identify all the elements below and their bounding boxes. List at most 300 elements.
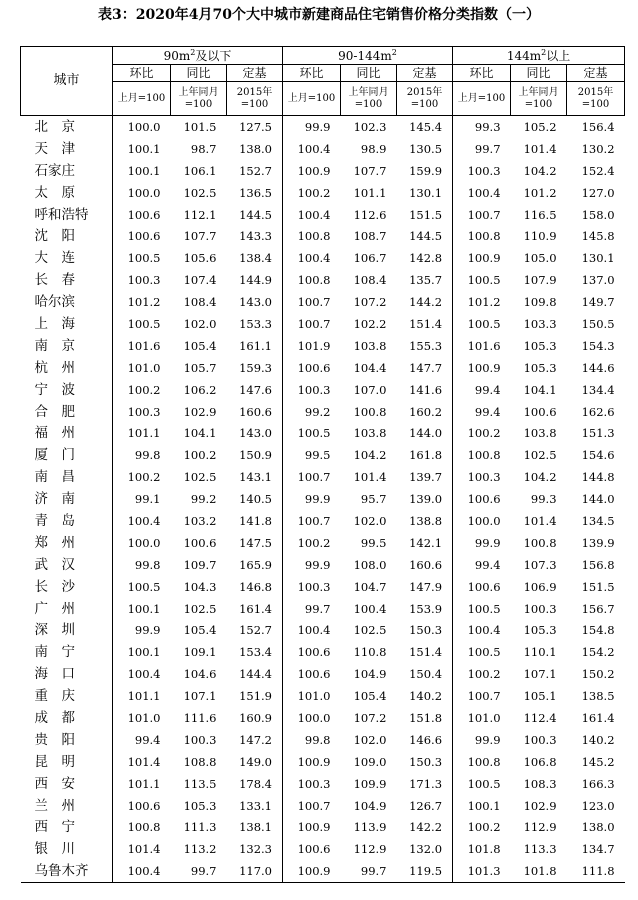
index-value: 138.0	[239, 141, 272, 156]
index-value: 100.2	[283, 532, 341, 554]
index-value: 152.7	[239, 163, 272, 178]
city-name: 广 州	[21, 598, 113, 620]
index-value: 100.1	[453, 795, 511, 817]
index-value: 153.3	[239, 316, 272, 331]
index-value: 100.3	[283, 576, 341, 598]
index-value: 108.0	[353, 557, 387, 572]
index-value: 178.4	[239, 776, 272, 791]
index-value: 112.6	[353, 207, 387, 222]
index-value: 144.6	[581, 360, 615, 375]
index-value: 100.5	[453, 773, 511, 795]
index-value: 160.9	[239, 710, 272, 725]
index-value: 104.6	[183, 667, 217, 682]
base-last-year: 上年同月=100	[511, 82, 567, 116]
index-value: 103.8	[353, 338, 387, 353]
index-value: 105.6	[183, 251, 217, 266]
index-value: 134.7	[581, 842, 615, 857]
index-value: 106.1	[183, 163, 217, 178]
index-value: 101.2	[453, 291, 511, 313]
index-value: 99.7	[341, 860, 397, 882]
index-value: 113.9	[353, 820, 387, 835]
table-row	[21, 422, 625, 444]
index-value: 140.5	[239, 492, 272, 507]
index-value: 100.1	[113, 598, 171, 620]
index-value: 100.8	[453, 751, 511, 773]
index-value: 100.5	[113, 313, 171, 335]
index-value: 139.9	[581, 535, 615, 550]
index-value: 127.0	[581, 185, 615, 200]
index-value: 101.0	[113, 357, 171, 379]
table-row	[21, 532, 625, 554]
index-value: 145.2	[581, 754, 615, 769]
index-value: 98.7	[190, 141, 217, 156]
index-value: 142.8	[409, 251, 443, 266]
city-name: 贵 阳	[21, 729, 113, 751]
table-row	[21, 269, 625, 291]
index-value: 99.5	[360, 535, 387, 550]
city-name: 南 昌	[21, 466, 113, 488]
index-value: 100.9	[453, 247, 511, 269]
index-value: 160.6	[239, 404, 272, 419]
index-value: 141.6	[409, 382, 443, 397]
index-value: 109.9	[353, 776, 387, 791]
city-name: 宁 波	[21, 379, 113, 401]
index-value: 143.0	[239, 426, 272, 441]
index-value: 156.8	[581, 557, 615, 572]
index-value: 109.7	[183, 557, 217, 572]
index-value: 100.5	[453, 269, 511, 291]
fixed-base-header: 定基	[567, 65, 625, 82]
index-value: 117.0	[227, 860, 283, 882]
index-value: 151.9	[239, 689, 272, 704]
city-name: 天 津	[21, 138, 113, 160]
mom-header: 环比	[283, 65, 341, 82]
index-value: 100.8	[453, 444, 511, 466]
table-row	[21, 204, 625, 226]
index-value: 100.2	[283, 182, 341, 204]
index-value: 107.1	[523, 667, 557, 682]
index-value: 105.3	[523, 338, 557, 353]
index-value: 139.7	[409, 470, 443, 485]
index-value: 103.8	[353, 426, 387, 441]
index-value: 150.3	[409, 754, 443, 769]
index-value: 100.3	[523, 732, 557, 747]
index-value: 100.2	[113, 466, 171, 488]
index-value: 126.7	[409, 798, 443, 813]
table-row	[21, 357, 625, 379]
table-row	[21, 598, 625, 620]
yoy-header: 同比	[171, 65, 227, 82]
table-row	[21, 466, 625, 488]
index-value: 100.1	[113, 160, 171, 182]
index-value: 103.8	[523, 426, 557, 441]
fixed-base-header: 定基	[227, 65, 283, 82]
city-name: 深 圳	[21, 619, 113, 641]
index-value: 109.8	[523, 295, 557, 310]
index-value: 142.2	[409, 820, 443, 835]
index-value: 101.1	[353, 185, 387, 200]
base-last-month: 上月=100	[113, 82, 171, 116]
index-value: 99.7	[171, 860, 227, 882]
index-value: 108.8	[183, 754, 217, 769]
index-value: 154.6	[581, 448, 615, 463]
index-value: 100.3	[113, 269, 171, 291]
index-value: 100.5	[113, 576, 171, 598]
index-value: 154.2	[581, 645, 615, 660]
index-value: 100.3	[113, 401, 171, 423]
index-value: 99.2	[190, 492, 217, 507]
index-value: 104.9	[353, 798, 387, 813]
index-value: 102.5	[183, 601, 217, 616]
base-last-month: 上月=100	[453, 82, 511, 116]
index-value: 99.9	[453, 532, 511, 554]
index-value: 150.2	[581, 667, 615, 682]
index-value: 101.1	[113, 773, 171, 795]
index-value: 102.0	[353, 732, 387, 747]
index-value: 101.4	[113, 751, 171, 773]
index-value: 139.0	[409, 492, 443, 507]
index-value: 113.3	[523, 842, 557, 857]
table-row	[21, 773, 625, 795]
index-value: 108.4	[353, 273, 387, 288]
index-value: 100.0	[113, 116, 171, 138]
index-value: 100.2	[113, 379, 171, 401]
table-row	[21, 379, 625, 401]
index-value: 151.4	[409, 645, 443, 660]
index-value: 143.0	[239, 295, 272, 310]
index-value: 105.7	[183, 360, 217, 375]
city-name: 乌鲁木齐	[21, 860, 113, 882]
index-value: 100.5	[453, 598, 511, 620]
city-name: 青 岛	[21, 510, 113, 532]
index-value: 101.6	[453, 335, 511, 357]
index-value: 112.4	[523, 710, 557, 725]
city-name: 西 安	[21, 773, 113, 795]
index-value: 100.1	[113, 138, 171, 160]
index-value: 100.4	[283, 138, 341, 160]
index-value: 100.0	[453, 510, 511, 532]
index-value: 99.4	[453, 401, 511, 423]
index-value: 102.0	[353, 513, 387, 528]
index-value: 102.9	[523, 798, 557, 813]
table-row	[21, 707, 625, 729]
index-value: 100.2	[183, 448, 217, 463]
index-value: 102.9	[183, 404, 217, 419]
table-row	[21, 663, 625, 685]
index-value: 100.8	[353, 404, 387, 419]
index-value: 147.7	[409, 360, 443, 375]
index-value: 144.0	[581, 492, 615, 507]
table-row	[21, 576, 625, 598]
index-value: 100.6	[283, 357, 341, 379]
index-value: 153.4	[239, 645, 272, 660]
index-value: 100.4	[283, 204, 341, 226]
city-name: 武 汉	[21, 554, 113, 576]
index-value: 138.1	[239, 820, 272, 835]
table-row	[21, 619, 625, 641]
city-name: 银 川	[21, 838, 113, 860]
index-value: 110.8	[353, 645, 387, 660]
city-name: 合 肥	[21, 401, 113, 423]
mom-header: 环比	[453, 65, 511, 82]
index-value: 100.4	[113, 510, 171, 532]
index-value: 138.5	[581, 689, 615, 704]
group-header-small: $90m^2$及以下	[113, 47, 283, 65]
index-value: 147.9	[409, 579, 443, 594]
index-value: 99.3	[530, 492, 557, 507]
index-value: 112.9	[523, 820, 557, 835]
index-value: 113.2	[183, 842, 217, 857]
index-value: 101.4	[113, 838, 171, 860]
index-value: 138.8	[409, 513, 443, 528]
index-value: 101.1	[113, 685, 171, 707]
index-value: 151.3	[581, 426, 615, 441]
index-value: 144.4	[239, 667, 272, 682]
index-value: 143.3	[239, 229, 272, 244]
index-value: 101.1	[113, 422, 171, 444]
table-row	[21, 116, 625, 138]
index-value: 107.7	[353, 163, 387, 178]
index-value: 104.2	[353, 448, 387, 463]
city-name: 海 口	[21, 663, 113, 685]
index-value: 100.6	[523, 404, 557, 419]
table-row	[21, 225, 625, 247]
index-value: 100.7	[283, 291, 341, 313]
index-value: 113.5	[183, 776, 217, 791]
index-value: 100.1	[113, 641, 171, 663]
index-value: 99.4	[453, 379, 511, 401]
index-value: 160.2	[409, 404, 443, 419]
index-value: 101.8	[511, 860, 567, 882]
index-value: 100.8	[523, 535, 557, 550]
index-value: 104.9	[353, 667, 387, 682]
index-value: 99.8	[113, 554, 171, 576]
index-value: 100.7	[283, 795, 341, 817]
index-value: 104.1	[183, 426, 217, 441]
index-value: 130.5	[409, 141, 443, 156]
index-value: 150.9	[239, 448, 272, 463]
city-name: 厦 门	[21, 444, 113, 466]
index-value: 100.4	[353, 601, 387, 616]
index-value: 159.3	[239, 360, 272, 375]
index-value: 101.4	[523, 141, 557, 156]
index-value: 150.5	[581, 316, 615, 331]
table-row	[21, 182, 625, 204]
index-value: 101.5	[183, 119, 217, 134]
index-value: 100.9	[283, 817, 341, 839]
index-value: 111.8	[567, 860, 625, 882]
index-value: 112.1	[183, 207, 217, 222]
table-row	[21, 729, 625, 751]
index-value: 100.0	[113, 532, 171, 554]
index-value: 100.6	[113, 795, 171, 817]
table-header	[21, 47, 625, 116]
index-value: 103.2	[183, 513, 217, 528]
index-value: 144.2	[409, 295, 443, 310]
index-value: 105.4	[183, 338, 217, 353]
index-value: 100.5	[453, 641, 511, 663]
index-value: 100.6	[113, 204, 171, 226]
index-value: 111.6	[183, 710, 217, 725]
index-value: 145.4	[409, 119, 443, 134]
city-name: 济 南	[21, 488, 113, 510]
index-value: 161.8	[409, 448, 443, 463]
table-row	[21, 138, 625, 160]
city-name: 长 春	[21, 269, 113, 291]
index-value: 98.9	[360, 141, 387, 156]
index-value: 152.4	[581, 163, 615, 178]
index-value: 100.8	[283, 225, 341, 247]
index-value: 101.2	[523, 185, 557, 200]
index-value: 100.3	[183, 732, 217, 747]
index-value: 138.4	[239, 251, 272, 266]
index-value: 100.4	[283, 247, 341, 269]
table-row	[21, 291, 625, 313]
index-value: 109.0	[353, 754, 387, 769]
index-value: 151.4	[409, 316, 443, 331]
index-value: 135.7	[409, 273, 443, 288]
index-value: 141.8	[239, 513, 272, 528]
index-value: 107.3	[523, 557, 557, 572]
index-value: 160.6	[409, 557, 443, 572]
table-row	[21, 335, 625, 357]
index-value: 100.9	[283, 860, 341, 882]
index-value: 99.5	[283, 444, 341, 466]
index-value: 142.1	[409, 535, 443, 550]
city-name: 石家庄	[21, 160, 113, 182]
index-value: 107.1	[183, 689, 217, 704]
index-value: 144.5	[239, 207, 272, 222]
table-row	[21, 685, 625, 707]
base-last-month: 上月=100	[283, 82, 341, 116]
table-row	[21, 401, 625, 423]
table-row	[21, 751, 625, 773]
table-row	[21, 510, 625, 532]
index-value: 99.9	[283, 488, 341, 510]
index-value: 100.6	[283, 838, 341, 860]
index-value: 116.5	[523, 207, 557, 222]
index-value: 109.1	[183, 645, 217, 660]
city-name: 昆 明	[21, 751, 113, 773]
index-value: 105.3	[523, 623, 557, 638]
index-value: 171.3	[409, 776, 443, 791]
table-row	[21, 313, 625, 335]
index-value: 107.9	[523, 273, 557, 288]
index-value: 132.0	[409, 842, 443, 857]
table-title: 表3：2020年4月70个大中城市新建商品住宅销售价格分类指数（一）	[98, 7, 540, 23]
index-value: 112.9	[353, 842, 387, 857]
index-value: 101.9	[283, 335, 341, 357]
index-value: 143.1	[239, 470, 272, 485]
index-value: 165.9	[239, 557, 272, 572]
index-value: 99.9	[283, 116, 341, 138]
index-value: 102.3	[353, 119, 387, 134]
index-value: 102.5	[183, 470, 217, 485]
group-header-medium: $90-144m^2$	[283, 47, 453, 65]
index-value: 106.2	[183, 382, 217, 397]
index-value: 156.7	[581, 601, 615, 616]
index-value: 100.3	[453, 466, 511, 488]
index-value: 134.4	[581, 382, 615, 397]
index-value: 147.6	[239, 382, 272, 397]
table-row	[21, 860, 625, 882]
table-row	[21, 247, 625, 269]
city-name: 沈 阳	[21, 225, 113, 247]
index-value: 107.0	[353, 382, 387, 397]
index-value: 136.5	[239, 185, 272, 200]
index-value: 100.6	[453, 576, 511, 598]
index-value: 100.5	[453, 313, 511, 335]
index-value: 151.8	[409, 710, 443, 725]
index-value: 101.0	[453, 707, 511, 729]
index-value: 146.8	[239, 579, 272, 594]
index-value: 101.0	[113, 707, 171, 729]
index-value: 99.7	[283, 598, 341, 620]
index-value: 104.2	[523, 163, 557, 178]
index-value: 100.7	[283, 466, 341, 488]
index-value: 100.2	[453, 663, 511, 685]
index-value: 101.6	[113, 335, 171, 357]
index-value: 110.1	[523, 645, 557, 660]
index-value: 100.7	[283, 510, 341, 532]
index-value: 144.5	[409, 229, 443, 244]
index-value: 156.4	[581, 119, 615, 134]
index-value: 140.2	[409, 689, 443, 704]
city-name: 长 沙	[21, 576, 113, 598]
index-value: 105.0	[523, 251, 557, 266]
index-value: 134.5	[581, 513, 615, 528]
city-name: 太 原	[21, 182, 113, 204]
index-value: 138.0	[581, 820, 615, 835]
index-value: 100.3	[283, 773, 341, 795]
index-value: 100.6	[453, 488, 511, 510]
index-value: 100.6	[113, 225, 171, 247]
index-value: 99.8	[283, 729, 341, 751]
index-value: 100.6	[283, 663, 341, 685]
index-value: 104.1	[523, 382, 557, 397]
index-value: 106.8	[523, 754, 557, 769]
index-value: 99.9	[113, 619, 171, 641]
index-value: 99.4	[453, 554, 511, 576]
index-value: 100.0	[113, 182, 171, 204]
index-value: 100.4	[113, 663, 171, 685]
index-value: 105.4	[353, 689, 387, 704]
index-value: 100.6	[283, 641, 341, 663]
index-value: 158.0	[581, 207, 615, 222]
city-name: 哈尔滨	[21, 291, 113, 313]
table-row	[21, 554, 625, 576]
index-value: 100.4	[113, 860, 171, 882]
city-name: 北 京	[21, 116, 113, 138]
index-value: 147.2	[239, 732, 272, 747]
index-value: 104.7	[353, 579, 387, 594]
table-row	[21, 795, 625, 817]
index-value: 105.4	[183, 623, 217, 638]
index-value: 132.3	[239, 842, 272, 857]
index-value: 99.9	[453, 729, 511, 751]
index-value: 107.4	[183, 273, 217, 288]
index-value: 100.3	[453, 160, 511, 182]
index-value: 145.8	[581, 229, 615, 244]
index-value: 99.9	[283, 554, 341, 576]
index-value: 107.2	[353, 710, 387, 725]
index-value: 104.4	[353, 360, 387, 375]
index-value: 100.8	[453, 225, 511, 247]
index-value: 102.5	[183, 185, 217, 200]
index-value: 149.7	[581, 295, 615, 310]
index-value: 107.7	[183, 229, 217, 244]
index-value: 101.8	[453, 838, 511, 860]
